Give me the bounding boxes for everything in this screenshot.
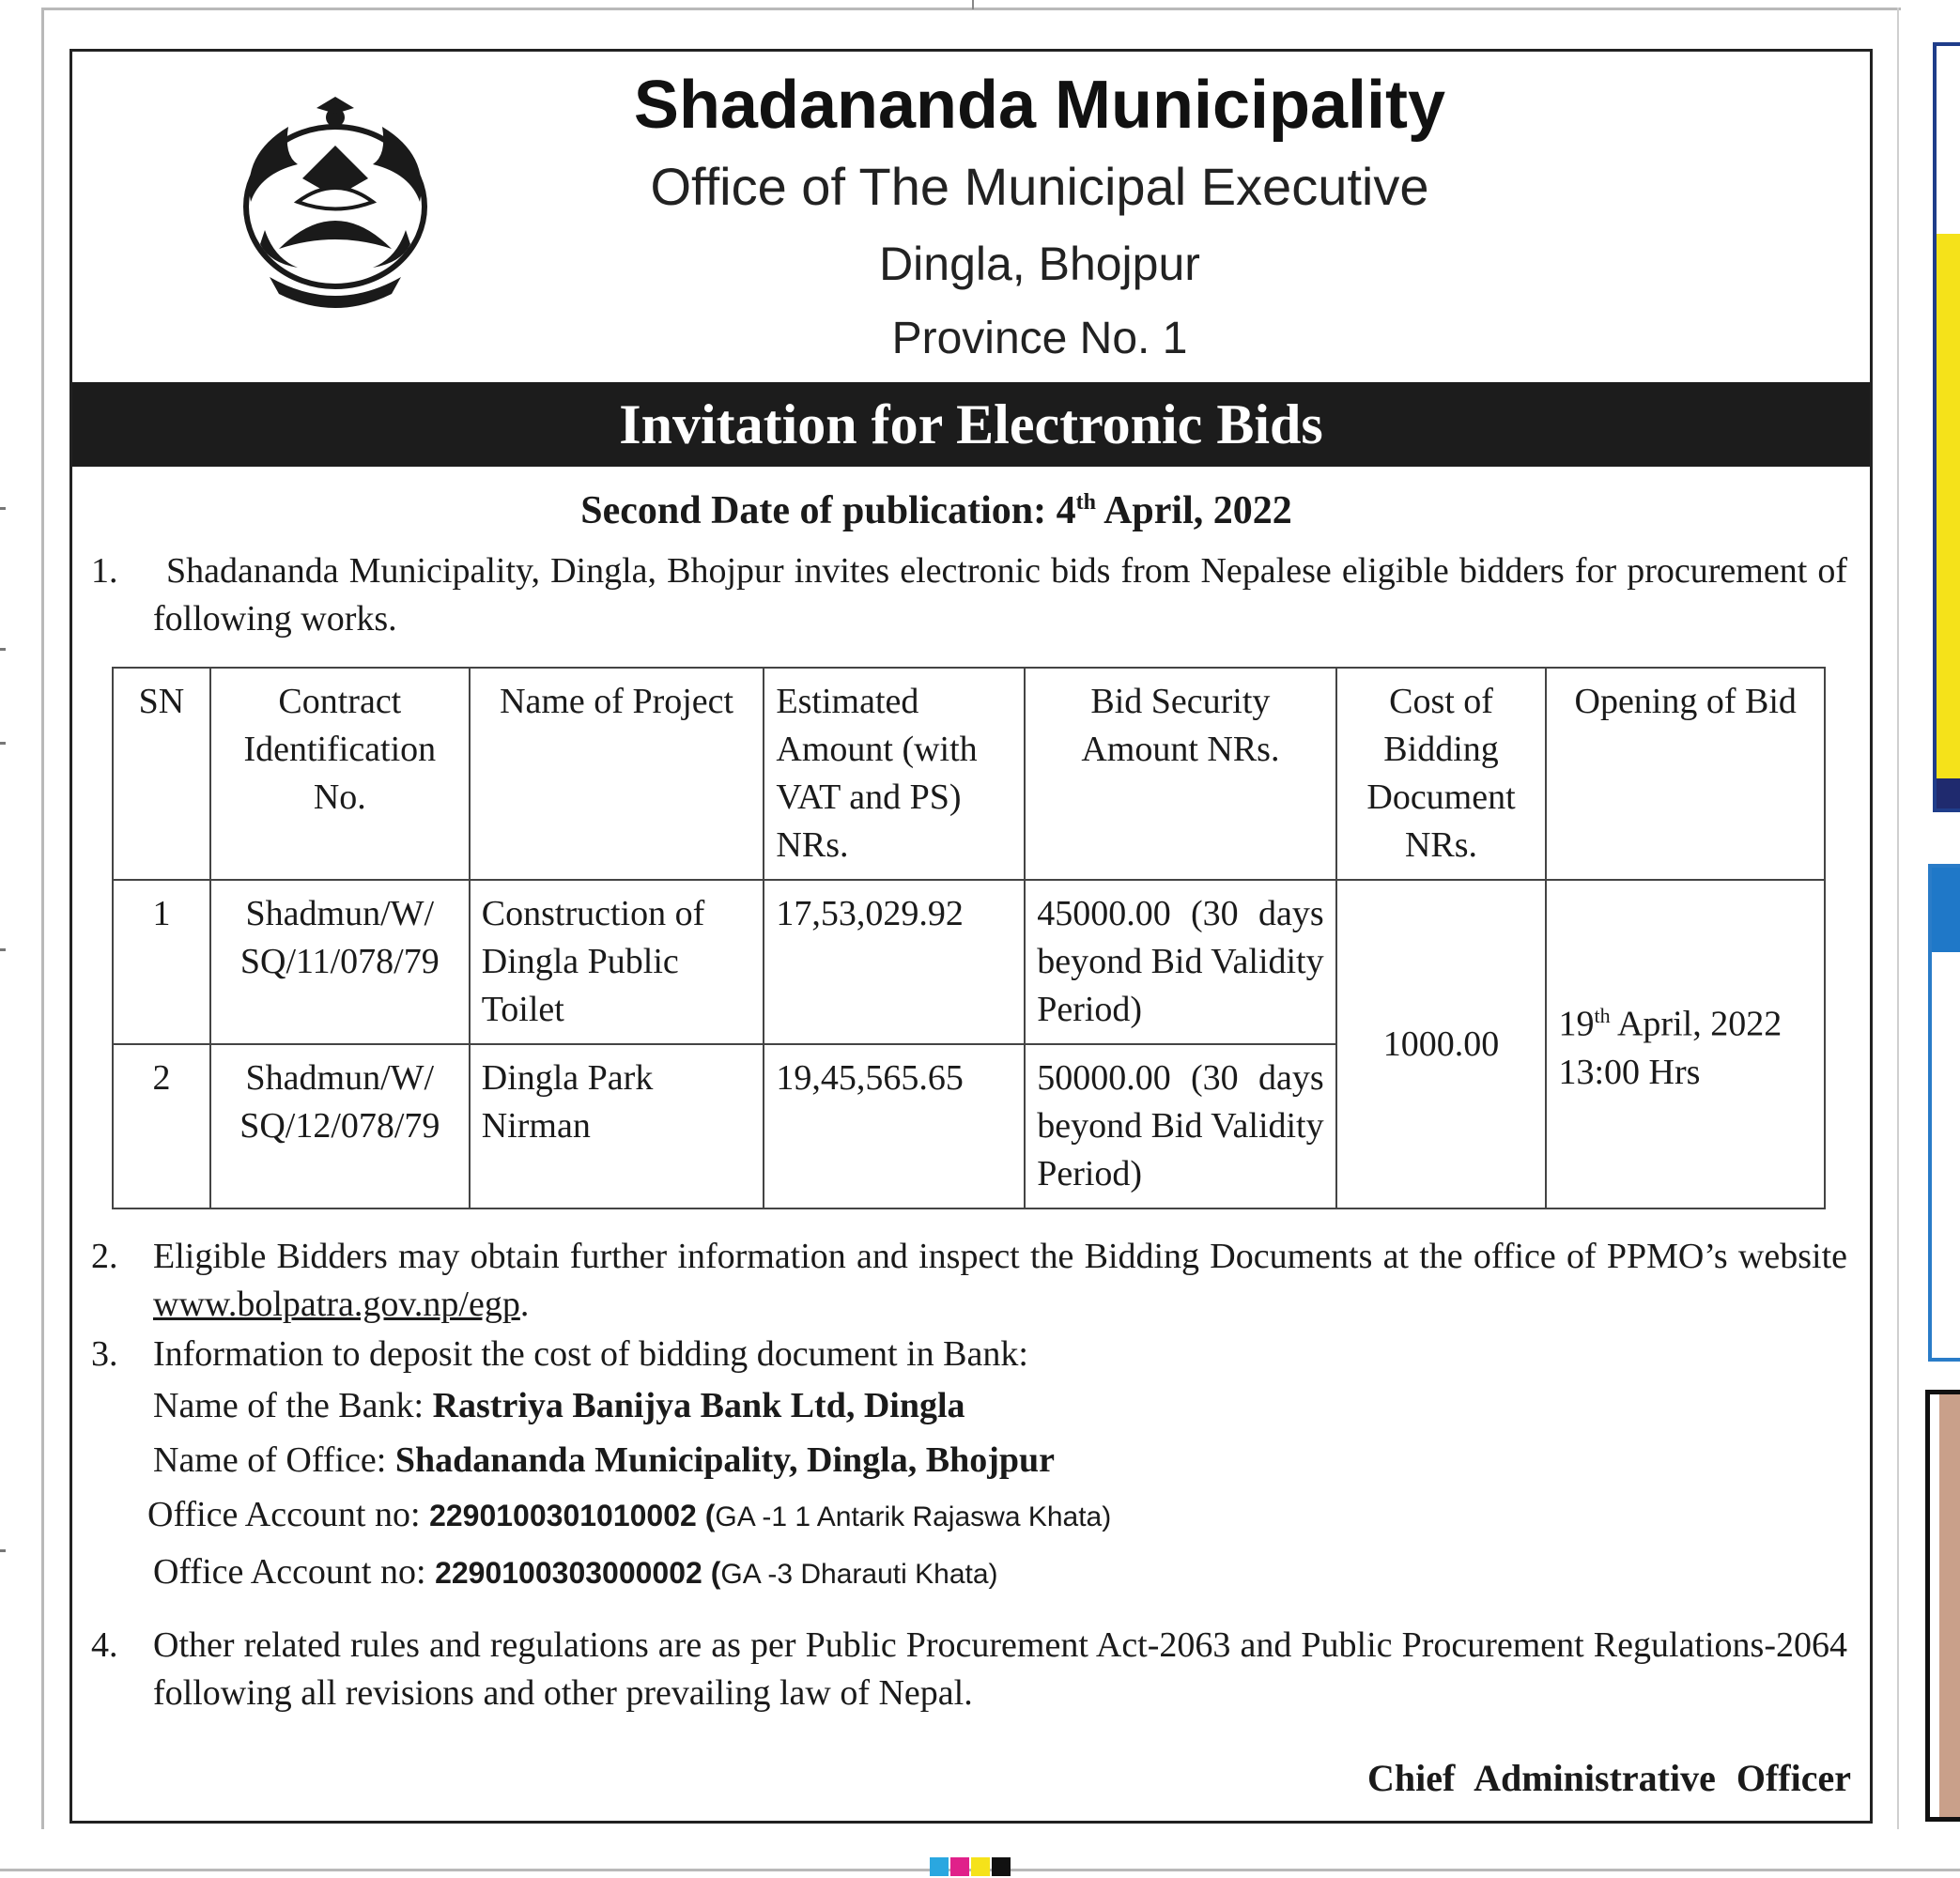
clause-text: Eligible Bidders may obtain further information and inspect the Bidding Documents at the office of PPMO’s website www.bolpatra.gov.np/egp. [153,1237,1847,1324]
adjacent-ad-1 [1933,42,1960,812]
column-header: Bid Security Amount NRs. [1025,668,1335,880]
margin-mark [0,742,6,745]
opening-time: 13:00 Hrs [1558,1052,1701,1092]
bolpatra-link[interactable]: www.bolpatra.gov.np/egp [153,1285,520,1324]
adjacent-ad-3 [1925,1390,1960,1822]
bids-table [112,667,1826,1209]
clause-text: Other related rules and regulations are as per Public Procurement Act-2063 and Public Procurement Regulations-2064 following all revisions and other prevailing law of Nepal. [153,1625,1847,1713]
page-tick [972,0,974,9]
cell-estimate: 17,53,029.92 [764,880,1025,1044]
signatory-title: Chief Administrative Officer [1367,1757,1851,1799]
nepal-emblem-icon [213,89,457,324]
margin-mark [0,507,6,510]
clause-1 [91,547,1847,643]
office-name-line: Name of Office: Shadananda Municipality, Dingla, Bhojpur [153,1440,1055,1480]
clause-4 [91,1622,1847,1717]
bank-name-line: Name of the Bank: Rastriya Banijya Bank Ltd, Dingla [153,1386,965,1425]
column-header: Opening of Bid [1546,668,1825,880]
print-mark-black [992,1857,1011,1876]
cell-contract-id: Shadmun/W/ SQ/11/078/79 [210,880,470,1044]
column-header: SN [113,668,210,880]
cell-sn: 1 [113,880,210,1044]
cell-bid-security: 45000.00 (30 days beyond Bid Validity Period) [1025,880,1335,1044]
table-row [113,880,1825,1044]
clause-number: 4. [91,1625,118,1665]
cell-project: Dingla Park Nirman [470,1044,764,1208]
adjacent-ad-2 [1928,864,1960,1362]
cell-opening: 19th April, 2022 13:00 Hrs [1546,880,1825,1208]
print-mark-magenta [950,1857,969,1876]
cell-estimate: 19,45,565.65 [764,1044,1025,1208]
notice-header [523,63,1556,377]
clause-text: Shadananda Municipality, Dingla, Bhojpur invites electronic bids from Nepalese eligible bidders for procurement of following works. [153,551,1847,639]
column-header: Contract Identification No. [210,668,470,880]
cell-project: Construction of Dingla Public Toilet [470,880,764,1044]
margin-mark [0,1549,6,1552]
clause-2 [91,1233,1847,1329]
cell-document-cost: 1000.00 [1336,880,1547,1208]
column-header: Cost of Bidding Document NRs. [1336,668,1547,880]
clause-3 [91,1331,1847,1602]
publication-date: Second Date of publication: 4th April, 2022 [580,489,1292,532]
column-divider [1897,8,1899,1829]
margin-mark [0,648,6,651]
page-border-top [41,8,1901,10]
clause-number: 2. [91,1237,118,1276]
bid-notice [69,49,1873,1824]
clause-number: 1. [91,551,118,591]
clause-number: 3. [91,1334,118,1374]
account-line-2: Office Account no: 2290100303000002 (GA -3 Dharauti Khata) [153,1552,998,1592]
office-location: Dingla, Bhojpur [879,238,1200,290]
cell-sn: 2 [113,1044,210,1208]
print-mark-yellow [971,1857,990,1876]
margin-mark [0,948,6,951]
account-line-1: Office Account no: 2290100301010002 (GA -1 1 Antarik Rajaswa Khata) [147,1495,1112,1534]
organization-name: Shadananda Municipality [633,68,1446,143]
office-name: Office of The Municipal Executive [650,157,1429,216]
notice-title: Invitation for Electronic Bids [72,382,1870,467]
cell-bid-security: 50000.00 (30 days beyond Bid Validity Period) [1025,1044,1335,1208]
column-header: Name of Project [470,668,764,880]
cell-contract-id: Shadmun/W/ SQ/12/078/79 [210,1044,470,1208]
clause-text: Information to deposit the cost of bidding document in Bank: [153,1334,1028,1374]
column-header: Estimated Amount (with VAT and PS) NRs. [764,668,1025,880]
print-mark-cyan [930,1857,949,1876]
province: Province No. 1 [891,314,1188,363]
page-border-left [41,8,44,1829]
table-header-row [113,668,1825,880]
